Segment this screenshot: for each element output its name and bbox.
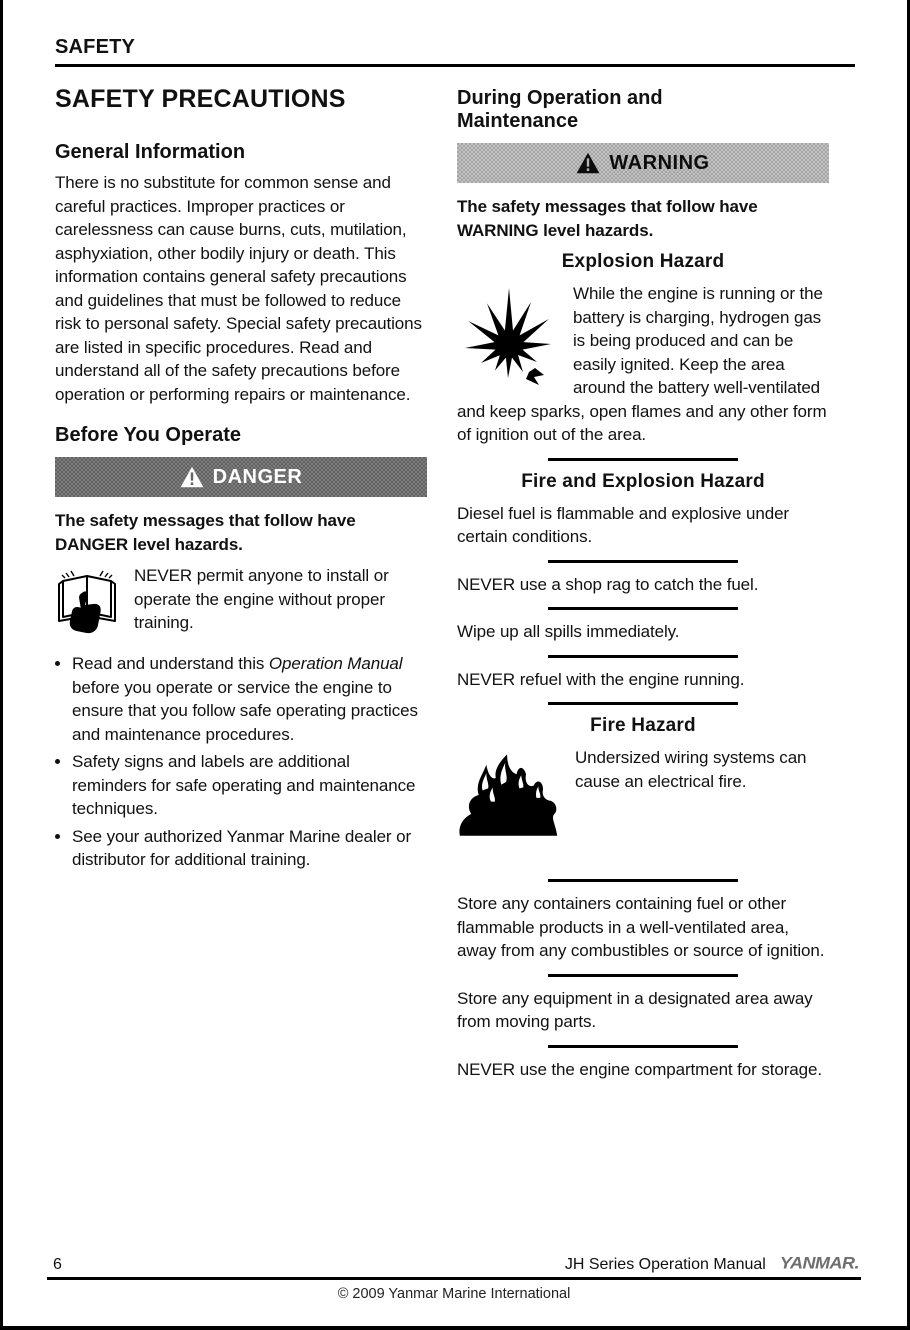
fire-hazard-text: Undersized wiring systems can cause an electrical fire. bbox=[575, 748, 807, 791]
warning-banner bbox=[457, 143, 829, 183]
hazard-statement: NEVER refuel with the engine running. bbox=[457, 669, 745, 689]
footer-row bbox=[47, 1253, 861, 1277]
right-column bbox=[457, 85, 829, 1081]
two-column-layout bbox=[55, 85, 855, 1081]
copyright-text: © 2009 Yanmar Marine International bbox=[337, 1286, 571, 1302]
flame-icon bbox=[457, 752, 561, 840]
separator-rule bbox=[548, 458, 738, 461]
warning-intro-text: The safety messages that follow have WARNING level hazards. bbox=[457, 197, 758, 240]
danger-banner bbox=[55, 457, 427, 497]
page-header-title: SAFETY bbox=[55, 36, 136, 58]
explosion-spark-icon bbox=[459, 285, 559, 387]
list-item: • Read and understand this Operation Manual before you operate or service the engine to ensure that you follow safe operating practices and maintenance procedures. bbox=[72, 652, 427, 746]
section-heading-during-operation: During Operation and Maintenance bbox=[457, 87, 663, 132]
separator-rule bbox=[548, 655, 738, 658]
hazard-statement: NEVER use the engine compartment for storage. bbox=[457, 1059, 822, 1079]
manual-title: JH Series Operation Manual bbox=[564, 1256, 766, 1273]
hazard-statement: NEVER use a shop rag to catch the fuel. bbox=[457, 574, 759, 594]
section-heading-before-you-operate: Before You Operate bbox=[55, 424, 241, 446]
page-number: 6 bbox=[53, 1256, 62, 1273]
separator-rule bbox=[548, 974, 738, 977]
separator-rule bbox=[548, 702, 738, 705]
separator-rule bbox=[548, 879, 738, 882]
separator-rule bbox=[548, 1045, 738, 1048]
general-information-paragraph: There is no substitute for common sense and careful practices. Improper practices or carelessness can cause burns, cuts, mutilation, asphyxiation, other bodily injury or death. This information contains general safety precautions and guidelines that must be followed to reduce risk to personal safety. Special safety precautions are listed in specific procedures. Read and understand all of the safety precautions before operation or performing repairs or maintenance. bbox=[55, 173, 422, 404]
yanmar-logo: YANMAR. bbox=[779, 1254, 859, 1273]
book-hand-icon bbox=[55, 566, 119, 640]
explosion-hazard-block bbox=[457, 282, 829, 447]
warning-triangle-icon bbox=[180, 466, 204, 488]
danger-banner-label: DANGER bbox=[212, 465, 303, 488]
hazard-heading-fire: Fire Hazard bbox=[590, 715, 696, 736]
footer-rule bbox=[47, 1277, 861, 1280]
separator-rule bbox=[548, 560, 738, 563]
hazard-heading-explosion: Explosion Hazard bbox=[561, 251, 725, 272]
footer-right-group bbox=[565, 1253, 859, 1274]
fire-hazard-block bbox=[457, 746, 829, 840]
warning-triangle-icon bbox=[576, 152, 600, 174]
training-hazard-block bbox=[55, 564, 427, 642]
explosion-hazard-text: While the engine is running or the battery is charging, hydrogen gas is being produced and can be easily ignited. Keep the area around the battery well-ventilated and keep sparks, open flames and any other form of ignition out of the area. bbox=[457, 284, 827, 444]
spacer bbox=[457, 840, 829, 868]
separator-rule bbox=[548, 607, 738, 610]
page-footer bbox=[47, 1253, 861, 1302]
hazard-statement: Store any containers containing fuel or other flammable products in a well-ventilated area, away from any combustibles or source of ignition. bbox=[457, 894, 825, 960]
section-heading-general-information: General Information bbox=[55, 141, 246, 163]
left-column bbox=[55, 85, 427, 1081]
warning-banner-label: WARNING bbox=[609, 151, 710, 174]
safety-bullet-list bbox=[55, 652, 427, 872]
danger-intro-text: The safety messages that follow have DANGER level hazards. bbox=[55, 511, 356, 554]
training-hazard-text: NEVER permit anyone to install or operate the engine without proper training. bbox=[134, 566, 389, 632]
hazard-statement: Diesel fuel is flammable and explosive under certain conditions. bbox=[457, 503, 789, 546]
hazard-statement: Wipe up all spills immediately. bbox=[457, 622, 680, 641]
list-item: • See your authorized Yanmar Marine dealer or distributor for additional training. bbox=[72, 825, 427, 872]
hazard-heading-fire-and-explosion: Fire and Explosion Hazard bbox=[521, 470, 765, 492]
list-item: • Safety signs and labels are additional reminders for safe operating and maintenance techniques. bbox=[72, 750, 427, 821]
page-title: SAFETY PRECAUTIONS bbox=[55, 85, 346, 113]
hazard-statement: Store any equipment in a designated area away from moving parts. bbox=[457, 988, 813, 1031]
header-rule bbox=[55, 64, 855, 67]
